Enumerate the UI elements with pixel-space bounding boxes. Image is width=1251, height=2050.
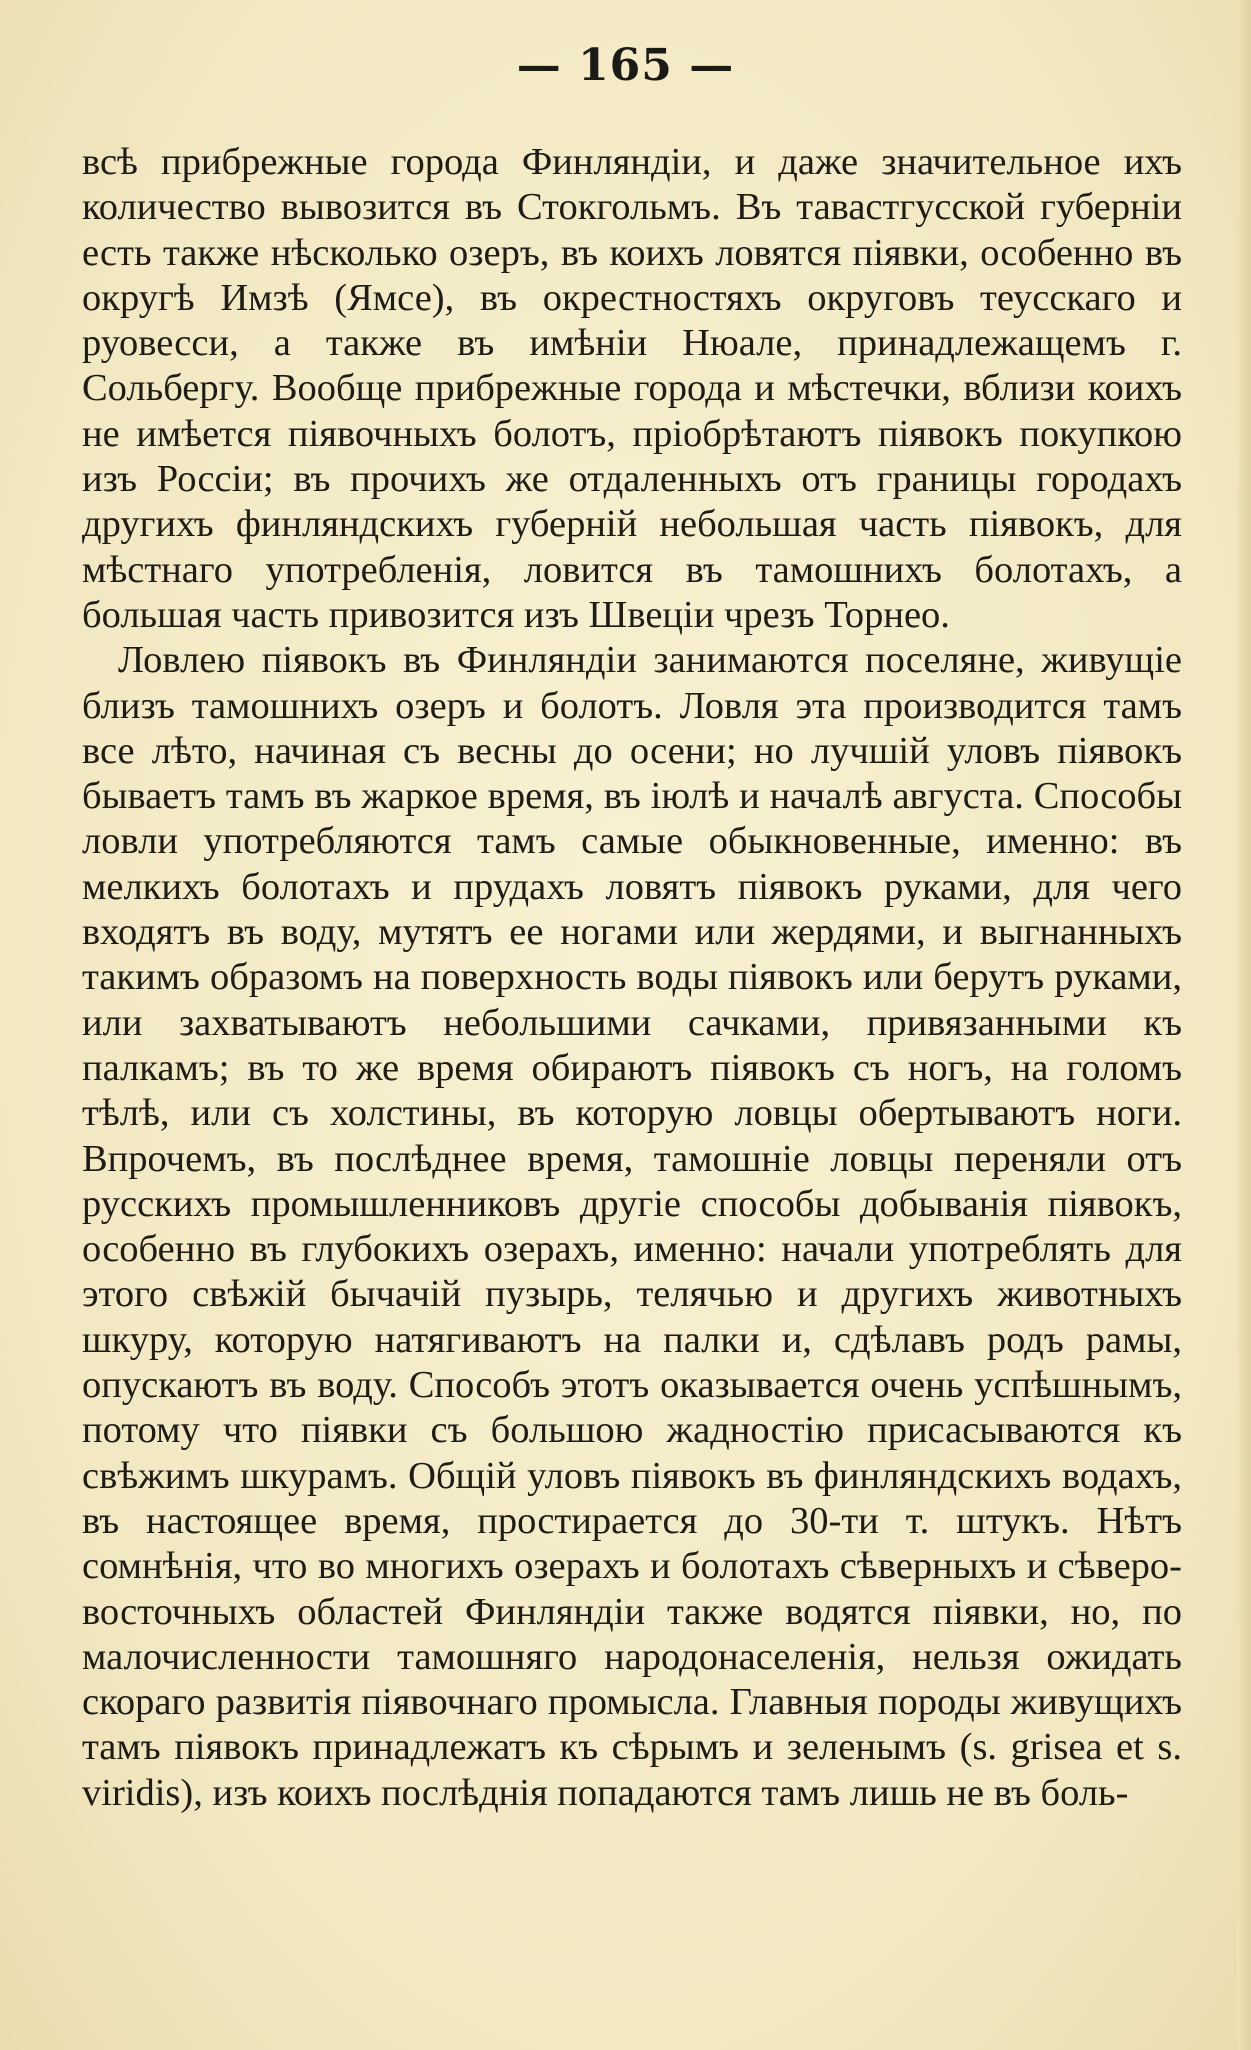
paragraph-1: всѣ прибрежные города Финляндіи, и даже значительное ихъ количество вывозится въ Стокгольмъ. Въ тавастгусской губерніи есть также нѣсколько озеръ, въ коихъ ловятся піявки, особенно въ округѣ Имзѣ (Ямсе), въ окрестностяхъ округовъ теусскаго и руовесси, а также въ имѣніи Нюале, принадлежащемъ г. Сольбергу. Вообще прибрежные города и мѣстечки, вблизи коихъ не имѣется піявочныхъ болотъ, пріобрѣтаютъ піявокъ покупкою изъ Россіи; въ прочихъ же отдаленныхъ отъ границы городахъ другихъ финляндскихъ губерній небольшая часть піявокъ, для мѣстнаго употребленія, ловится въ тамошнихъ болотахъ, а большая часть привозится изъ Швеціи чрезъ Торнео. [82,141,1182,636]
page-number-header: — 165 — [516,40,735,91]
page-edge [1237,0,1251,2050]
body-text [82,140,1182,1816]
paragraph-2: Ловлею піявокъ въ Финляндіи занимаются поселяне, живущіе близъ тамошнихъ озеръ и болотъ. Ловля эта производится тамъ все лѣто, начиная съ весны до осени; но лучшій уловъ піявокъ бываетъ тамъ въ жаркое время, въ іюлѣ и началѣ августа. Способы ловли употребляются тамъ самые обыкновенные, именно: въ мелкихъ болотахъ и прудахъ ловятъ піявокъ руками, для чего входятъ въ воду, мутятъ ее ногами или жердями, и выгнанныхъ такимъ образомъ на поверхность воды піявокъ или берутъ руками, или захватываютъ небольшими сачками, привязанными къ палкамъ; въ то же время обираютъ піявокъ съ ногъ, на голомъ тѣлѣ, или съ холстины, въ которую ловцы обертываютъ ноги. Впрочемъ, въ послѣднее время, тамошніе ловцы переняли отъ русскихъ промышленниковъ другіе способы добыванія піявокъ, особенно въ глубокихъ озерахъ, именно: начали употреблять для этого свѣжій бычачій пузырь, телячью и другихъ животныхъ шкуру, которую натягиваютъ на палки и, сдѣлавъ родъ рамы, опускаютъ въ воду. Способъ этотъ оказывается очень успѣшнымъ, потому что піявки съ большою жадностію присасываются къ свѣжимъ шкурамъ. Общій уловъ піявокъ въ финляндскихъ водахъ, въ настоящее время, простирается до 30-ти т. штукъ. Нѣтъ сомнѣнія, что во многихъ озерахъ и болотахъ сѣверныхъ и сѣверо-восточныхъ областей Финляндіи также водятся піявки, но, по малочисленности тамошняго народонаселенія, нельзя ожидать скораго развитія піявочнаго промысла. Главныя породы живущихъ тамъ піявокъ принадлежатъ къ сѣрымъ и зеленымъ (s. grisea et s. viridis), изъ коихъ послѣднія попадаются тамъ лишь не въ боль- [82,639,1182,1814]
